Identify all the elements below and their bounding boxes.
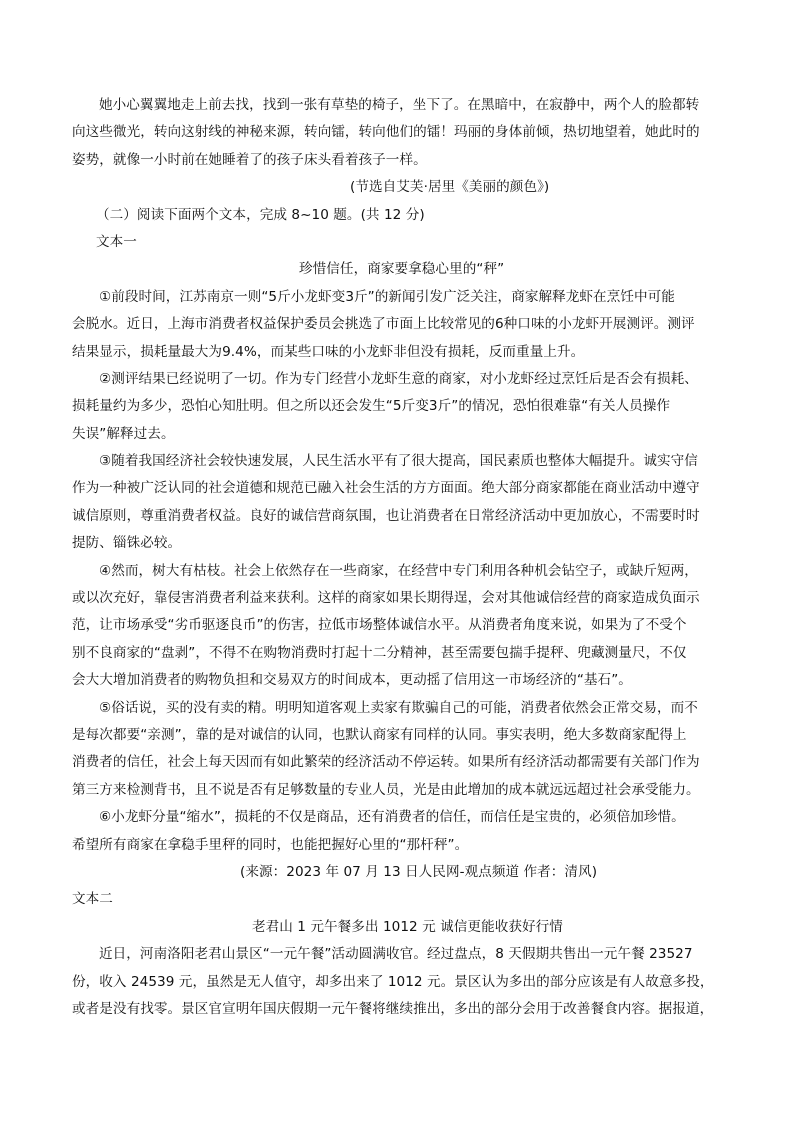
text-line: ①前段时间，江苏南京一则“5斤小龙虾变3斤”的新闻引发广泛关注，商家解释龙虾在烹饪中可能 <box>99 288 675 305</box>
text-line: 消费者的信任，社会上每天因而有如此繁荣的经济活动不停运转。如果所有经济活动都需要有关部门作为 <box>72 754 700 771</box>
text-line: 第三方来检测背书，且不说是否有足够数量的专业人员，光是由此增加的成本就远远超过社会承受能力。 <box>72 781 700 798</box>
paragraph-2 <box>72 366 718 448</box>
text-line: ④然而，树大有枯枝。社会上依然存在一些商家，在经营中专门利用各种机会钻空子，或缺斤短两， <box>99 562 698 579</box>
text-line: 提防、锱铢必较。 <box>72 535 182 552</box>
text-line: 范，让市场承受“劣币驱逐良币”的伤害，拉低市场整体诚信水平。从消费者角度来说，如果为了不受个 <box>72 617 687 634</box>
text-line: 姿势，就像一小时前在她睡着了的孩子床头看着孩子一样。 <box>72 151 427 168</box>
text-two-title: 老君山 1 元午餐多出 1012 元 诚信更能收获好行情 <box>252 918 563 935</box>
text-one-title: 珍惜信任，商家要拿稳心里的“秤” <box>299 261 505 278</box>
text-line: 是每次都要“亲测”，靠的是对诚信的认同，也默认商家有同样的认同。事实表明，绝大多数商家配得上 <box>72 726 687 743</box>
text-line: 会脱水。近日，上海市消费者权益保护委员会挑选了市面上比较常见的6种口味的小龙虾开展测评。测评 <box>72 316 695 333</box>
text-line: 别不良商家的“盘剥”，不得不在购物消费时打起十二分精神，甚至需要包揣手提秤、兜藏测量尺，不仅 <box>72 644 687 661</box>
text-two-label: 文本二 <box>72 891 113 908</box>
paragraph-1 <box>72 941 718 1023</box>
text-line: 近日，河南洛阳老君山景区“一元午餐”活动圆满收官。经过盘点，8 天假期共售出一元午餐 23527 <box>99 946 693 963</box>
text-line: 希望所有商家在拿稳手里秤的同时，也能把握好心里的“那杆秤”。 <box>72 836 469 853</box>
text-line: 她小心翼翼地走上前去找，找到一张有草垫的椅子，坐下了。在黑暗中，在寂静中，两个人的脸都转 <box>99 97 700 113</box>
paragraph-5 <box>72 695 718 805</box>
text-line: ②测评结果已经说明了一切。作为专门经营小龙虾生意的商家，对小龙虾经过烹饪后是否会有损耗、 <box>99 370 698 387</box>
paragraph-4 <box>72 558 718 695</box>
text-two <box>72 886 718 1023</box>
previous-excerpt <box>72 92 718 202</box>
text-line: 份，收入 24539 元，虽然是无人值守，却多出来了 1012 元。景区认为多出的部分应该是有人故意多投， <box>72 973 714 990</box>
text-line: 会大大增加消费者的购物负担和交易双方的时间成本，更动摇了信用这一市场经济的“基石”。 <box>72 672 632 689</box>
text-line: ③随着我国经济社会较快速发展，人民生活水平有了很大提高，国民素质也整体大幅提升。诚实守信 <box>99 453 698 470</box>
text-one-source: (来源：2023 年 07 月 13 日人民网-观点频道 作者：清风) <box>240 863 598 880</box>
paragraph-1 <box>72 284 718 366</box>
text-line: 作为一种被广泛认同的社会道德和规范已融入社会生活的方方面面。绝大部分商家都能在商业活动中遵守 <box>72 480 700 497</box>
text-line: 诚信原则，尊重消费者权益。良好的诚信营商氛围，也让消费者在日常经济活动中更加放心，不需要时时 <box>72 507 700 524</box>
text-line: ⑥小龙虾分量“缩水”，损耗的不仅是商品，还有消费者的信任，而信任是宝贵的，必须倍加珍惜。 <box>99 809 685 826</box>
text-line: 损耗量约为多少，恐怕心知肚明。但之所以还会发生“5斤变3斤”的情况，恐怕很难靠“有关人员操作 <box>72 398 671 415</box>
text-line: 向这些微光，转向这射线的神秘来源，转向镭，转向他们的镭！玛丽的身体前倾，热切地望着，她此时的 <box>72 124 700 141</box>
text-one-label: 文本一 <box>96 233 137 250</box>
text-line: 或者是没有找零。景区官宣明年国庆假期一元午餐将继续推出，多出的部分会用于改善餐食内容。据报道， <box>72 1000 714 1017</box>
paragraph-3 <box>72 448 718 558</box>
text-line: 结果显示，损耗量最大为9.4%，而某些口味的小龙虾非但没有损耗，反而重量上升。 <box>72 343 585 360</box>
text-line: 或以次充好，靠侵害消费者利益来获利。这样的商家如果长期得逞，会对其他诚信经营的商家造成负面示 <box>72 590 700 607</box>
text-line: ⑤俗话说，买的没有卖的精。明明知道客观上卖家有欺骗自己的可能，消费者依然会正常交易，而不 <box>99 699 698 716</box>
section-instruction: （二）阅读下面两个文本，完成 8~10 题。(共 12 分) <box>96 206 425 223</box>
paragraph-6 <box>72 804 718 859</box>
page-content <box>72 92 718 1023</box>
excerpt-source: (节选自艾芙·居里《美丽的颜色》) <box>350 179 550 196</box>
text-line: 失误”解释过去。 <box>72 425 175 442</box>
text-one <box>72 229 718 886</box>
